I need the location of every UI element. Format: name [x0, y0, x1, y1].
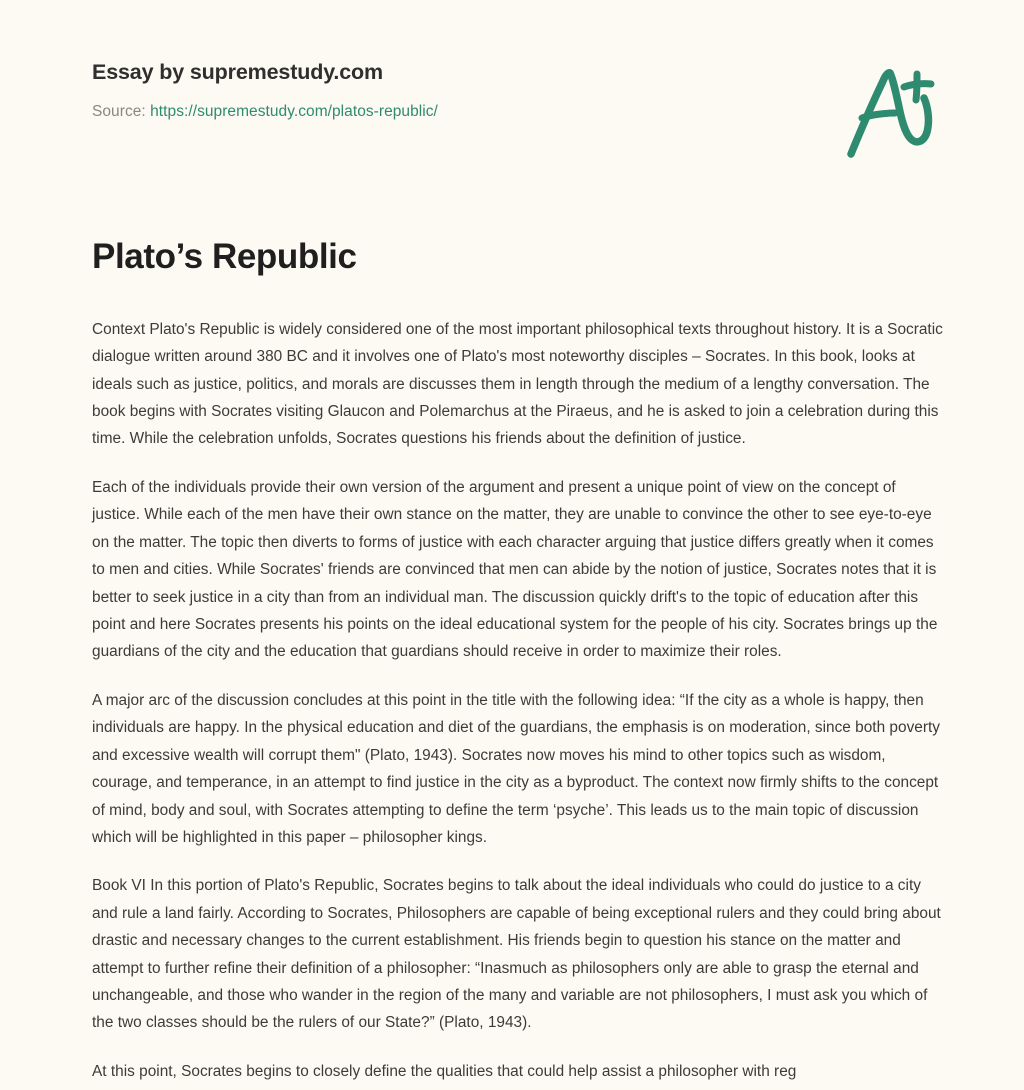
page-header	[0, 0, 1024, 130]
byline: Essay by supremestudy.com	[92, 60, 384, 84]
paragraph: Each of the individuals provide their own version of the argument and present a unique point of view on the concept of justice. While each of the men have their own stance on the matter, they are unable to convince the other to see eye-to-eye on the matter. The topic then diverts to forms of justice with each character arguing that justice differs greatly when it comes to men and cities. While Socrates' friends are convinced that men can abide by the notion of justice, Socrates notes that it is better to seek justice in a city than from an individual man. The discussion quickly drift's to the topic of education after this point and here Socrates presents his points on the ideal educational system for the people of his city. Socrates brings up the guardians of the city and the education that guardians should receive in order to maximize their roles.	[92, 478, 938, 661]
paragraph: Book VI In this portion of Plato's Republic, Socrates begins to talk about the ideal individuals who could do justice to a city and rule a land fairly. According to Socrates, Philosophers are capable of being exceptional rulers and they could bring about drastic and necessary changes to the current establishment. His friends begin to question his stance on the matter and attempt to further refine their definition of a philosopher: “Inasmuch as philosophers only are able to grasp the eternal and unchangeable, and those who wander in the region of the many and variable are not philosophers, I must ask you which of the two classes should be the rulers of our State?” (Plato, 1943).	[92, 877, 941, 1032]
source-label: Source:	[92, 102, 146, 120]
article	[0, 130, 1024, 1085]
paragraph: A major arc of the discussion concludes at this point in the title with the following idea: “If the city as a whole is happy, then individuals are happy. In the physical education and diet of the guardians, the emphasis is on moderation, since both poverty and excessive wealth will corrupt them" (Plato, 1943). Socrates now moves his mind to other topics such as wisdom, courage, and temperance, in an attempt to find justice in the city as a byproduct. The context now firmly shifts to the concept of mind, body and soul, with Socrates attempting to define the term ‘psyche’. This leads us to the main topic of discussion which will be highlighted in this paper – philosopher kings.	[92, 691, 940, 846]
source-url-link[interactable]: https://supremestudy.com/platos-republic/	[150, 102, 438, 120]
paragraph: At this point, Socrates begins to closely define the qualities that could help assist a philosopher with reg	[92, 1062, 797, 1080]
paragraph: Context Plato's Republic is widely considered one of the most important philosophical texts throughout history. It is a Socratic dialogue written around 380 BC and it involves one of Plato's most noteworthy disciples – Socrates. In this book, looks at ideals such as justice, politics, and morals are discusses them in length through the medium of a lengthy conversation. The book begins with Socrates visiting Glaucon and Polemarchus at the Piraeus, and he is asked to join a celebration during this time. While the celebration unfolds, Socrates questions his friends about the definition of justice.	[92, 320, 943, 448]
source-line	[92, 102, 949, 122]
a-plus-logo-icon[interactable]	[836, 62, 946, 162]
article-body	[92, 316, 946, 1086]
page-title: Plato’s Republic	[92, 237, 357, 276]
